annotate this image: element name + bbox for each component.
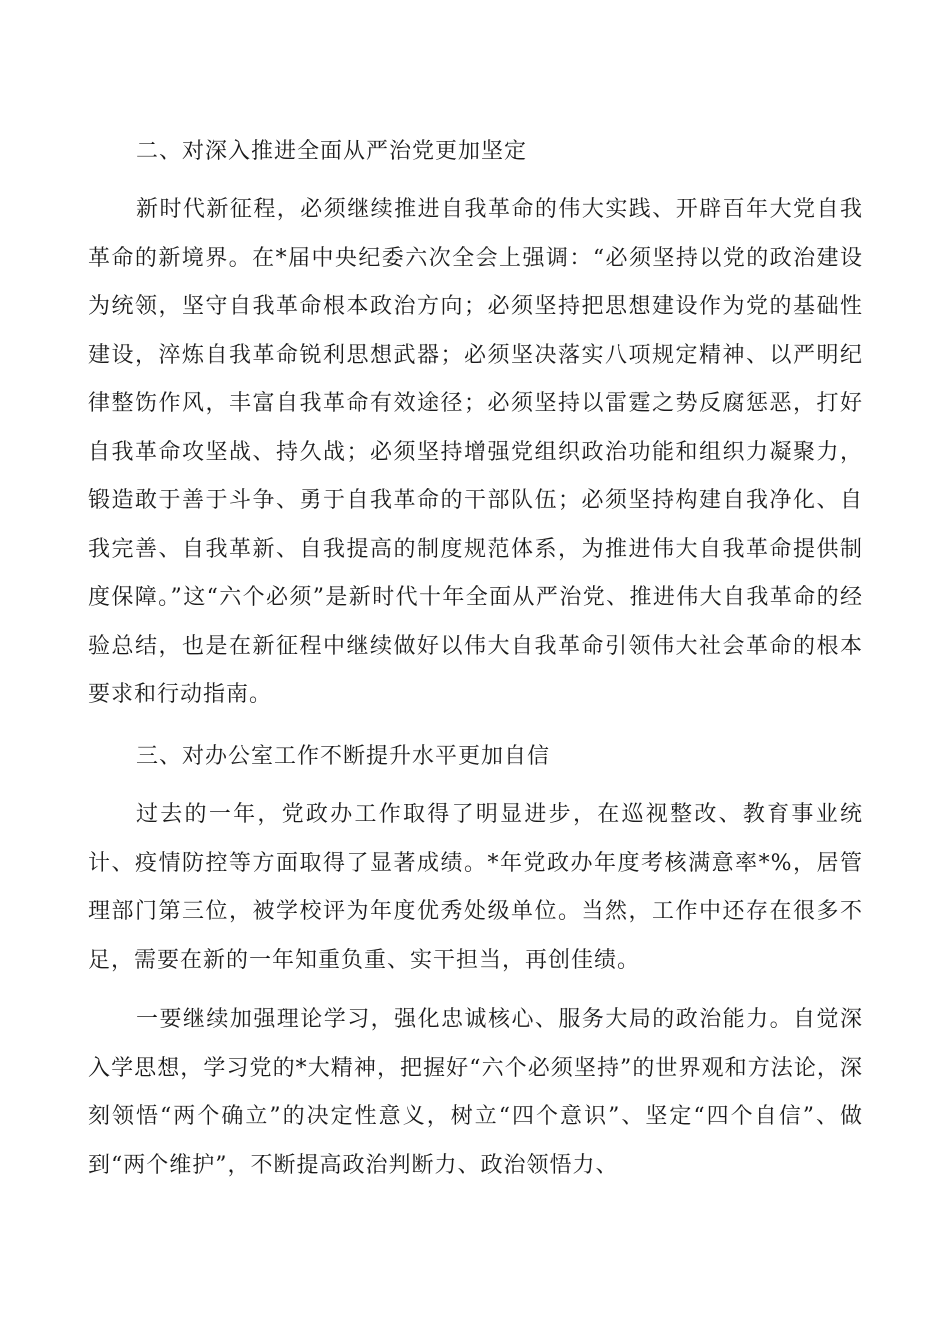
section-2-paragraph: 新时代新征程，必须继续推进自我革命的伟大实践、开辟百年大党自我革命的新境界。在*届中央纪委六次全会上强调：“必须坚持以党的政治建设为统领，坚守自我革命根本政治方向；必须坚持把思想建设作为党的基础性建设，淬炼自我革命锐利思想武器；必须坚决落实八项规定精神、以严明纪律整饬作风，丰富自我革命有效途径；必须坚持以雷霆之势反腐惩恶，打好自我革命攻坚战、持久战；必须坚持增强党组织政治功能和组织力凝聚力，锻造敢于善于斗争、勇于自我革命的干部队伍；必须坚持构建自我净化、自我完善、自我革新、自我提高的制度规范体系，为推进伟大自我革命提供制度保障。”这“六个必须”是新时代十年全面从严治党、推进伟大自我革命的经验总结，也是在新征程中继续做好以伟大自我革命引领伟大社会革命的根本要求和行动指南。 <box>88 197 863 707</box>
section-3-heading: 三、对办公室工作不断提升水平更加自信 <box>136 744 551 769</box>
section-2-heading: 二、对深入推进全面从严治党更加坚定 <box>136 139 528 164</box>
section-3-paragraph-1: 过去的一年，党政办工作取得了明显进步，在巡视整改、教育事业统计、疫情防控等方面取得了显著成绩。*年党政办年度考核满意率*%，居管理部门第三位，被学校评为年度优秀处级单位。当然，工作中还存在很多不足，需要在新的一年知重负重、实干担当，再创佳绩。 <box>88 802 863 973</box>
section-3-paragraph-2: 一要继续加强理论学习，强化忠诚核心、服务大局的政治能力。自觉深入学思想，学习党的*大精神，把握好“六个必须坚持”的世界观和方法论，深刻领悟“两个确立”的决定性意义，树立“四个意识”、坚定“四个自信”、做到“两个维护”，不断提高政治判断力、政治领悟力、 <box>88 1007 863 1178</box>
